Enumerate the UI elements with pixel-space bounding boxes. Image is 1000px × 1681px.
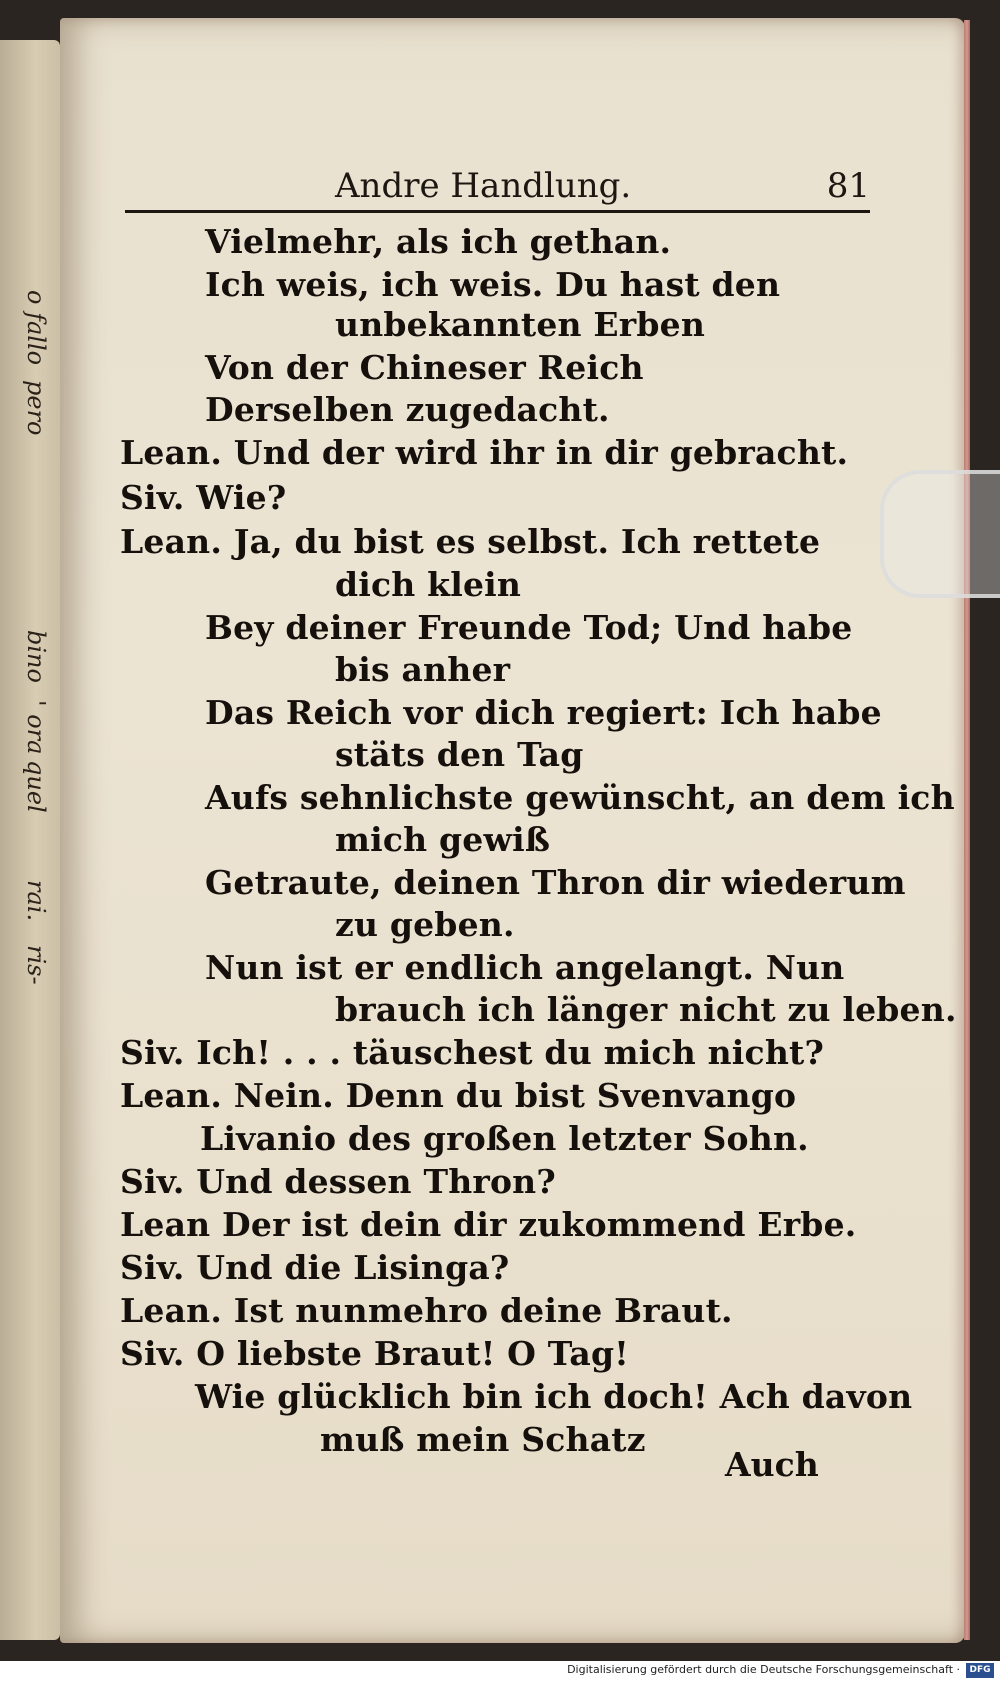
- facing-page-fragment: rai.: [22, 880, 50, 922]
- text-line: Lean Der ist dein dir zukommend Erbe.: [120, 1205, 857, 1244]
- text-line: Siv. O liebste Braut! O Tag!: [120, 1334, 629, 1373]
- page-clip: [880, 470, 1000, 598]
- text-line: Aufs sehnlichste gewünscht, an dem ich: [205, 778, 955, 817]
- running-head: [125, 160, 870, 213]
- running-head-title: Andre Handlung.: [335, 166, 632, 206]
- text-line: dich klein: [335, 565, 522, 604]
- facing-page-fragment: quel: [22, 760, 50, 813]
- footer: [0, 1661, 1000, 1681]
- text-line: Wie glücklich bin ich doch! Ach davon: [195, 1377, 913, 1416]
- text-line: Von der Chineser Reich: [205, 348, 644, 387]
- text-line: Siv. Und die Lisinga?: [120, 1248, 510, 1287]
- text-line: Siv. Ich! . . . täuschest du mich nicht?: [120, 1033, 824, 1072]
- text-line: brauch ich länger nicht zu leben.: [335, 990, 957, 1029]
- text-line: Siv. Wie?: [120, 478, 287, 517]
- facing-page-edge: [0, 40, 60, 1640]
- text-line: Livanio des großen letzter Sohn.: [200, 1119, 809, 1158]
- text-line: muß mein Schatz: [320, 1420, 646, 1459]
- text-line: Lean. Nein. Denn du bist Svenvango: [120, 1076, 797, 1115]
- facing-page-fragment: o fallo: [22, 290, 50, 366]
- text-line: Bey deiner Freunde Tod; Und habe: [205, 608, 853, 647]
- text-line: Lean. Ist nunmehro deine Braut.: [120, 1291, 733, 1330]
- text-line: Getraute, deinen Thron dir wiederum: [205, 863, 906, 902]
- facing-page-fragment: ris-: [22, 945, 50, 985]
- text-line: Lean. Und der wird ihr in dir gebracht.: [120, 433, 849, 472]
- facing-page-fragment: pero: [22, 380, 50, 436]
- facing-page-fragment: bino: [22, 630, 50, 683]
- text-line: unbekannten Erben: [335, 305, 706, 344]
- dfg-logo: DFG: [966, 1663, 994, 1678]
- page-edge: [964, 20, 970, 1640]
- text-line: Vielmehr, als ich gethan.: [205, 222, 672, 261]
- text-line: Ich weis, ich weis. Du hast den: [205, 265, 781, 304]
- page-number: 81: [826, 166, 870, 206]
- text-line: Lean. Ja, du bist es selbst. Ich rettete: [120, 522, 821, 561]
- footer-credit: Digitalisierung gefördert durch die Deutsche Forschungsgemeinschaft ·: [567, 1663, 960, 1676]
- text-line: bis anher: [335, 650, 511, 689]
- text-line: Nun ist er endlich angelangt. Nun: [205, 948, 845, 987]
- text-line: Das Reich vor dich regiert: Ich habe: [205, 693, 882, 732]
- facing-page-fragment: ' ora: [22, 700, 50, 755]
- text-line: Derselben zugedacht.: [205, 390, 610, 429]
- text-line: zu geben.: [335, 905, 515, 944]
- text-line: Siv. Und dessen Thron?: [120, 1162, 556, 1201]
- text-line: mich gewiß: [335, 820, 551, 859]
- catchword: Auch: [725, 1445, 819, 1484]
- text-line: stäts den Tag: [335, 735, 584, 774]
